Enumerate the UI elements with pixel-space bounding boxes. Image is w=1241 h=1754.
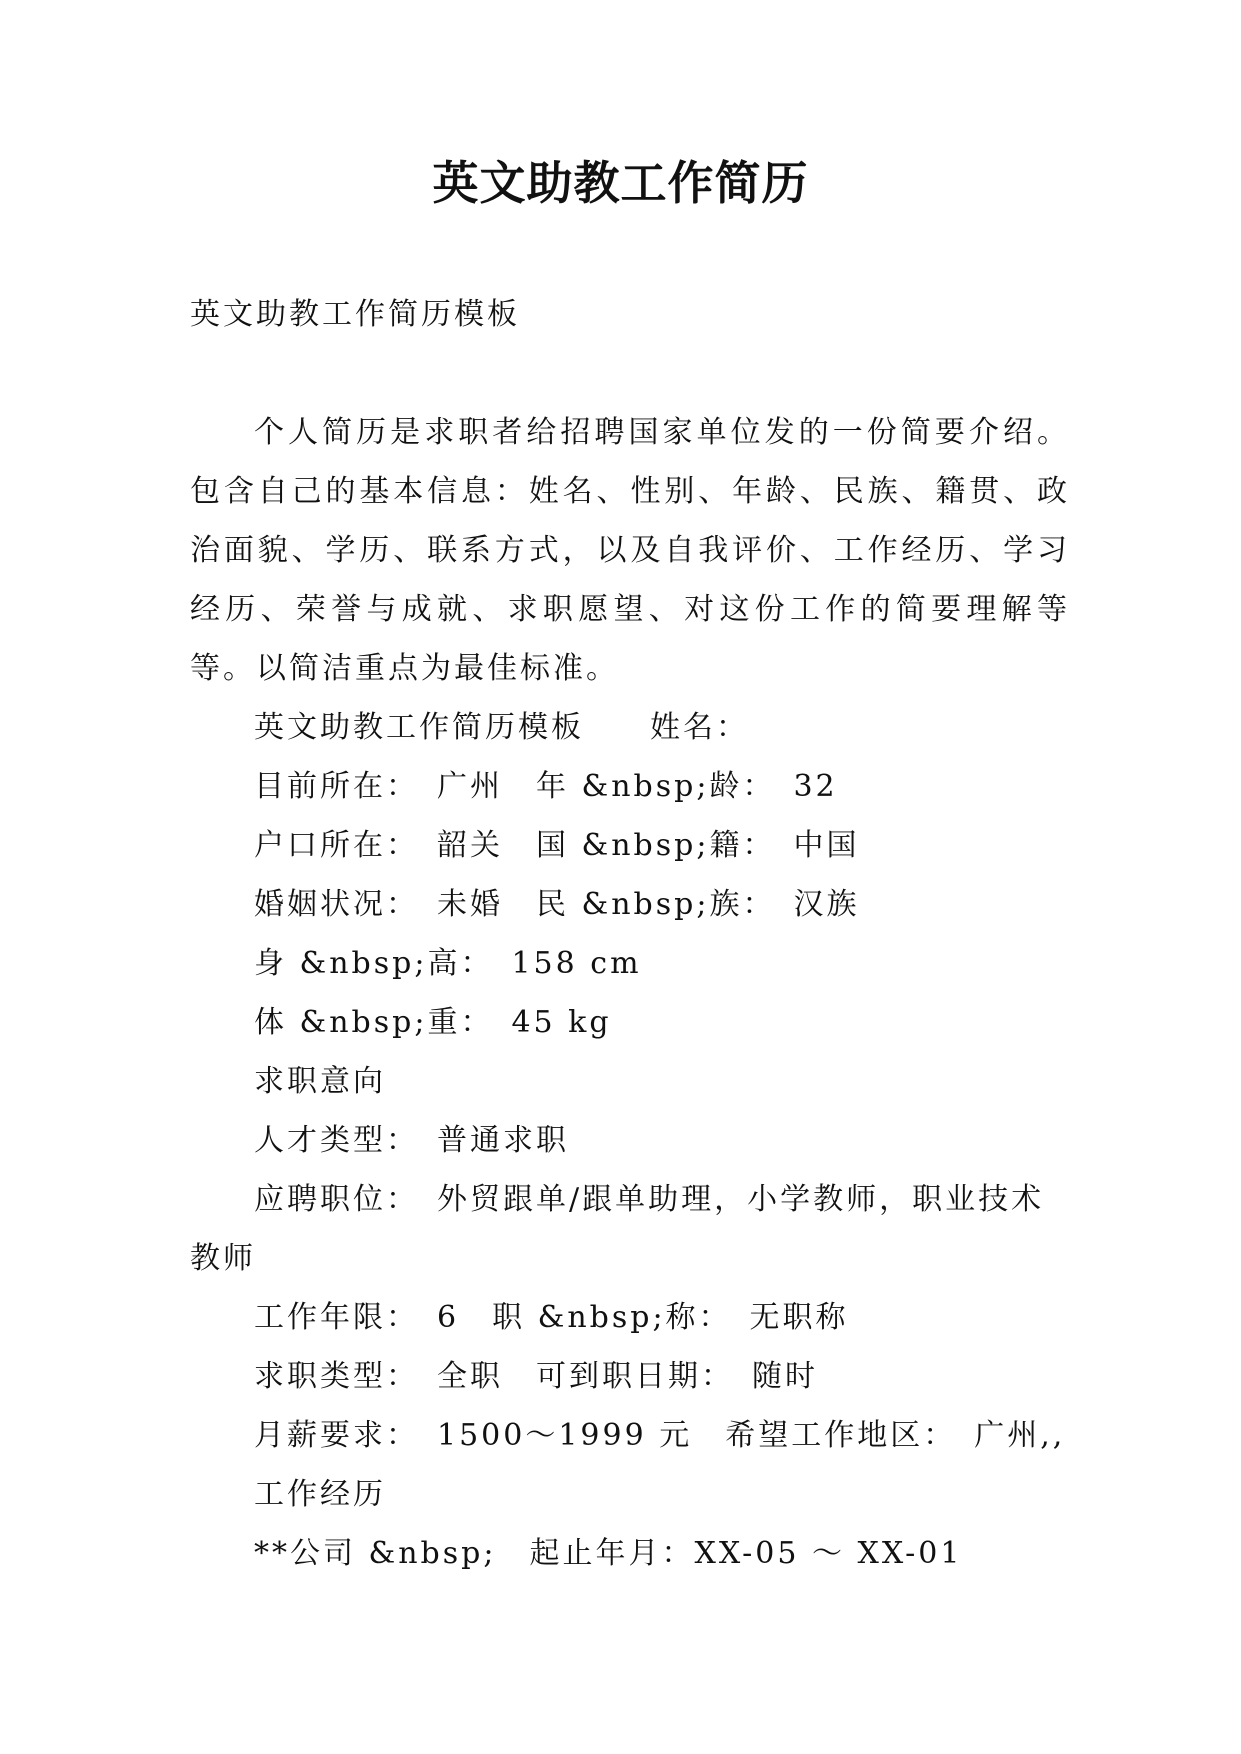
resume-section-job-intention: 求职意向	[254, 1064, 386, 1099]
resume-line-salary-region: 月薪要求： 1500～1999 元 希望工作地区： 广州,,	[254, 1418, 1066, 1453]
resume-section-work-experience: 工作经历	[254, 1477, 386, 1512]
document-body	[190, 285, 1070, 1583]
resume-line-location-age: 目前所在： 广州 年 &nbsp;龄： 32	[254, 769, 838, 804]
resume-details	[190, 698, 1070, 1583]
resume-line-height: 身 &nbsp;高： 158 cm	[254, 946, 642, 981]
resume-line-talent-type: 人才类型： 普通求职	[254, 1123, 569, 1158]
document-subtitle: 英文助教工作简历模板	[190, 297, 520, 332]
resume-line-marital-ethnicity: 婚姻状况： 未婚 民 &nbsp;族： 汉族	[254, 887, 860, 922]
resume-line-template-name: 英文助教工作简历模板 姓名：	[254, 710, 749, 745]
resume-line-applied-position: 应聘职位： 外贸跟单/跟单助理，小学教师，职业技术教师	[190, 1182, 1045, 1276]
document-title: 英文助教工作简历	[432, 156, 809, 210]
resume-line-company-period: **公司 &nbsp; 起止年月：XX-05 ～ XX-01	[254, 1536, 963, 1571]
intro-paragraph: 个人简历是求职者给招聘国家单位发的一份简要介绍。包含自己的基本信息：姓名、性别、年龄、民族、籍贯、政治面貌、学历、联系方式，以及自我评价、工作经历、学习经历、荣誉与成就、求职愿望、对这份工作的简要理解等等。以简洁重点为最佳标准。	[190, 415, 1070, 686]
resume-line-weight: 体 &nbsp;重： 45 kg	[254, 1005, 612, 1040]
resume-line-hukou-nationality: 户口所在： 韶关 国 &nbsp;籍： 中国	[254, 828, 860, 863]
resume-line-job-type-start: 求职类型： 全职 可到职日期： 随时	[254, 1359, 818, 1394]
resume-line-years-title: 工作年限： 6 职 &nbsp;称： 无职称	[254, 1300, 849, 1335]
